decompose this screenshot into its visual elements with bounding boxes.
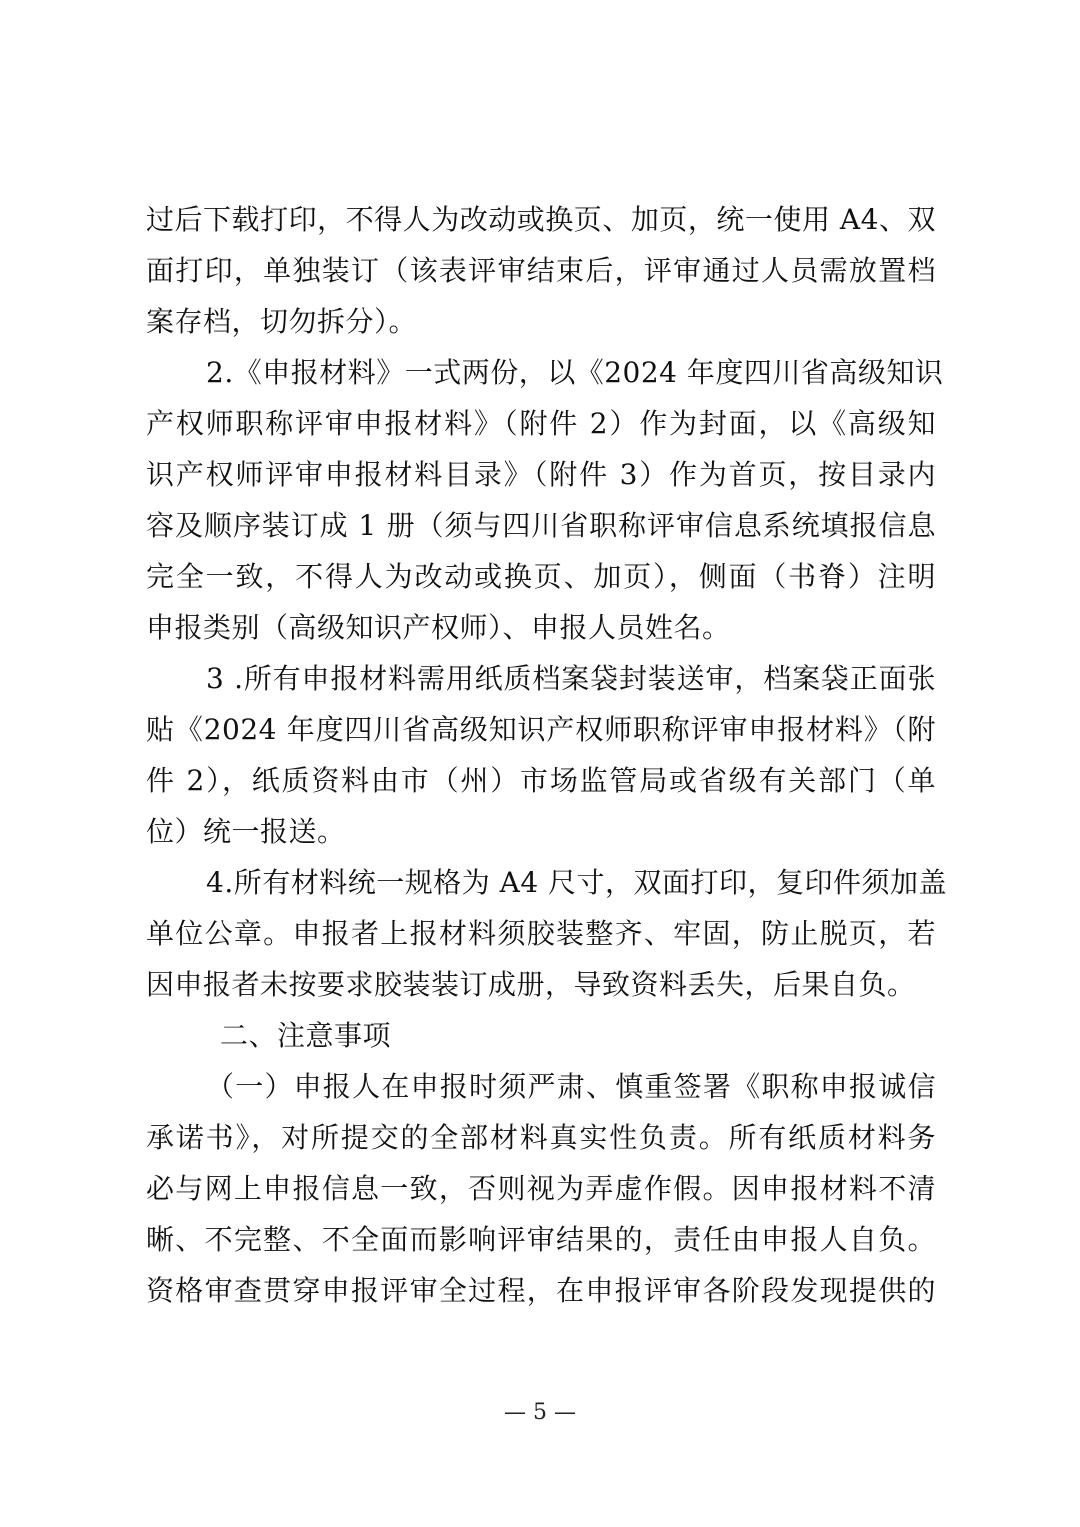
paragraph-2-start: 2.《申报材料》一式两份，以《2024 年度四川省高级知识: [206, 356, 944, 389]
text-line: 完全一致，不得人为改动或换页、加页），侧面（书脊）注明: [146, 560, 936, 593]
text-line: 过后下载打印，不得人为改动或换页、加页，统一使用 A4、双: [146, 203, 936, 236]
text-line: 贴《2024 年度四川省高级知识产权师职称评审申报材料》（附: [146, 713, 936, 746]
text-line: 必与网上申报信息一致，否则视为弄虚作假。因申报材料不清: [146, 1172, 936, 1205]
text-line: 承诺书》，对所提交的全部材料真实性负责。所有纸质材料务: [146, 1121, 936, 1154]
text-line: 件 2），纸质资料由市（州）市场监管局或省级有关部门（单: [146, 764, 936, 797]
text-line: 容及顺序装订成 1 册（须与四川省职称评审信息系统填报信息: [146, 509, 936, 542]
section-heading: 二、注意事项: [220, 1019, 392, 1052]
paragraph-3-start: 3 .所有申报材料需用纸质档案袋封装送审，档案袋正面张: [206, 662, 936, 695]
text-line: 识产权师评审申报材料目录》（附件 3）作为首页，按目录内: [146, 458, 936, 491]
text-line: 单位公章。申报者上报材料须胶装整齐、牢固，防止脱页，若: [146, 917, 936, 950]
text-line: 申报类别（高级知识产权师）、申报人员姓名。: [146, 611, 731, 644]
text-line: 面打印，单独装订（该表评审结束后，评审通过人员需放置档: [146, 254, 936, 287]
text-line: 因申报者未按要求胶装装订成册，导致资料丢失，后果自负。: [146, 968, 916, 1001]
document-body: [146, 194, 948, 1316]
page-number: — 5 —: [504, 1400, 576, 1425]
text-line: 晰、不完整、不全面而影响评审结果的，责任由申报人自负。: [146, 1223, 936, 1256]
text-line: 案存档，切勿拆分）。: [146, 305, 418, 338]
text-line: 资格审查贯穿申报评审全过程，在申报评审各阶段发现提供的: [146, 1274, 936, 1307]
paragraph-4-start: 4.所有材料统一规格为 A4 尺寸，双面打印，复印件须加盖: [206, 866, 948, 899]
text-line: 产权师职称评审申报材料》（附件 2）作为封面，以《高级知: [146, 407, 936, 440]
paragraph-notice-start: （一）申报人在申报时须严肃、慎重签署《职称申报诚信: [206, 1070, 936, 1103]
text-line: 位）统一报送。: [146, 815, 346, 848]
